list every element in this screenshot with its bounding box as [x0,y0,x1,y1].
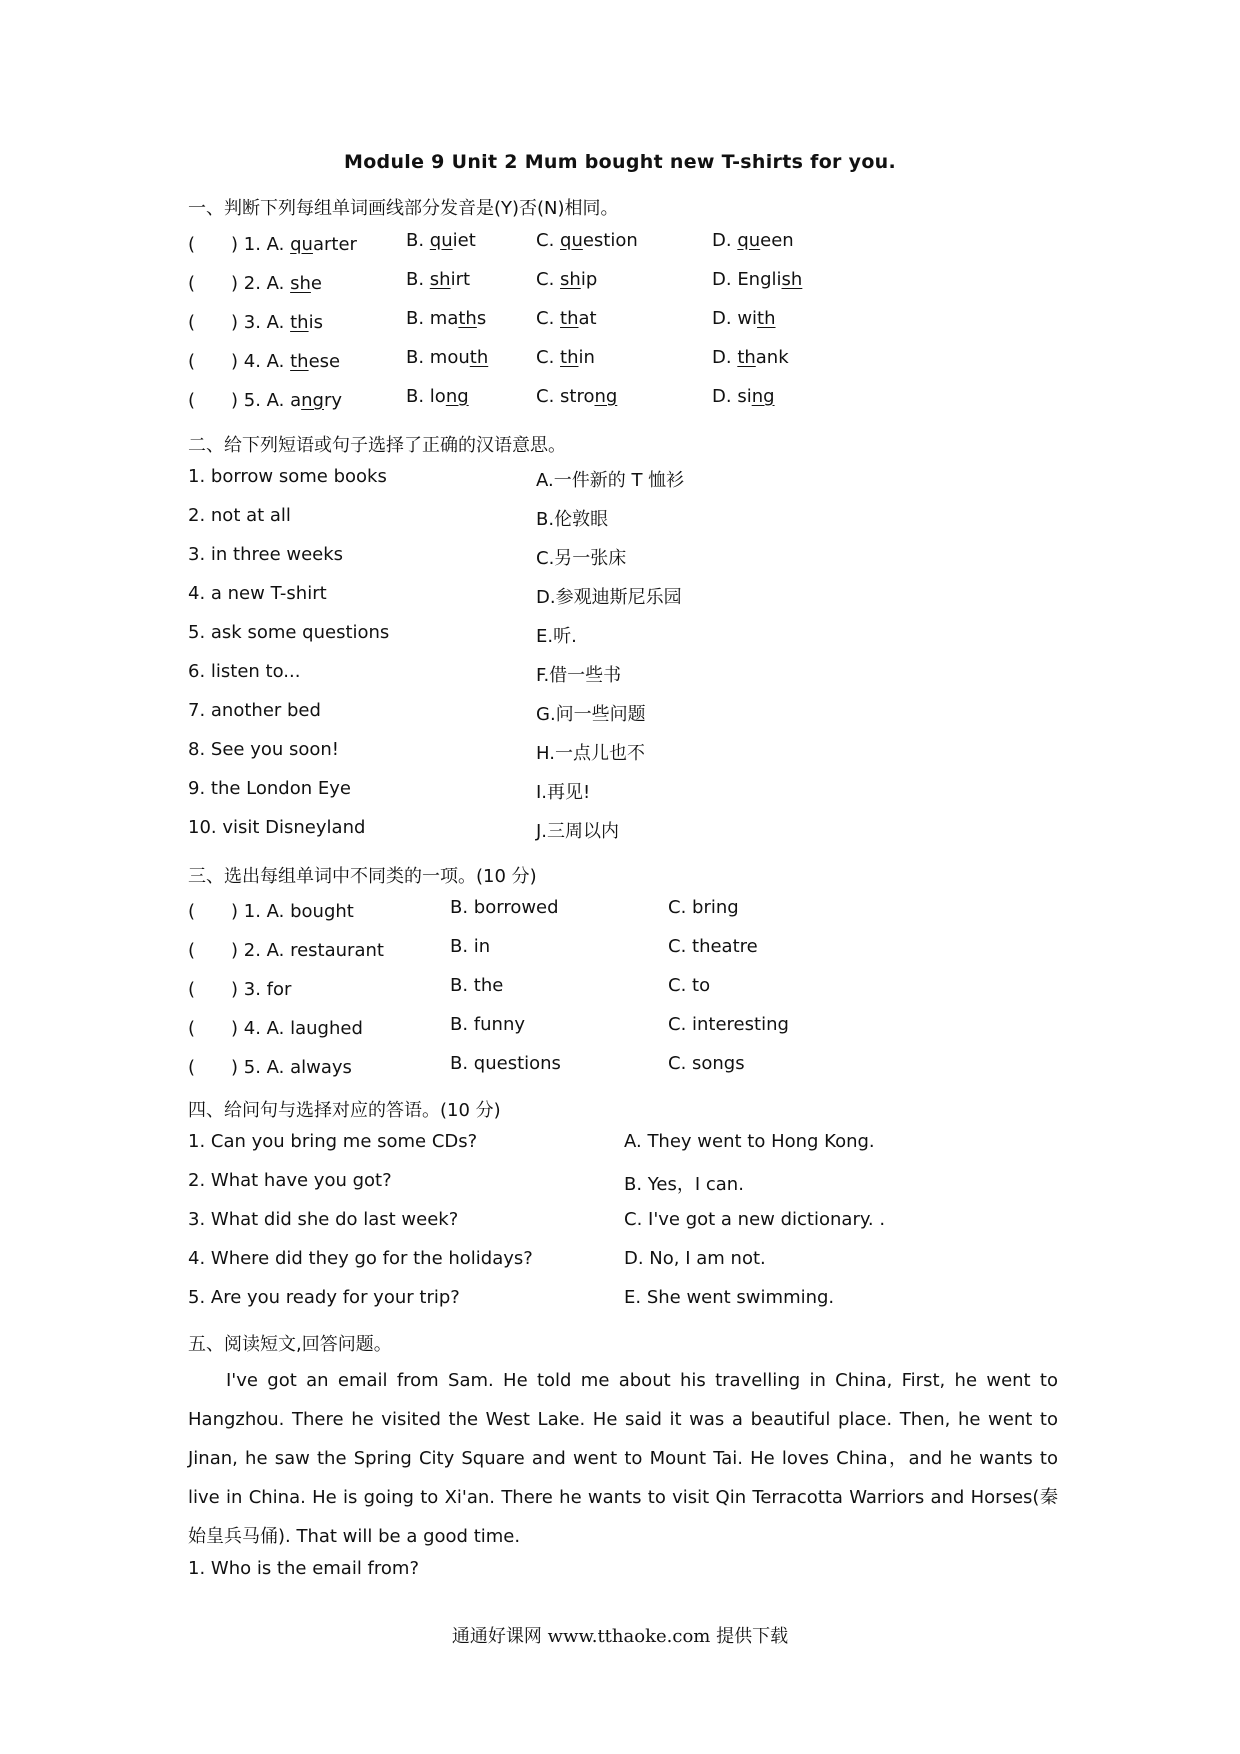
underlined-letters: sh [560,269,581,290]
option-c: C. to [668,975,711,996]
option-a [188,269,322,295]
chinese-meaning: I.再见! [536,782,591,803]
option-c [536,308,597,329]
option-d [712,386,775,407]
question-answer-row [188,1209,1088,1235]
question-answer-row [188,1170,1088,1196]
underlined-letters: th [737,347,756,368]
question: 1. Can you bring me some CDs? [188,1131,478,1152]
odd-one-out-row [188,897,1088,923]
option-d [712,269,802,290]
odd-one-out-row [188,1053,1088,1079]
word-part: a [290,390,302,411]
word-part: wi [737,308,758,329]
option-d [712,230,794,251]
english-phrase: 9. the London Eye [188,778,351,799]
section-2-heading: 二、给下列短语或句子选择了正确的汉语意思。 [188,435,566,456]
word-part: ma [429,308,459,329]
match-row [188,661,1088,687]
reading-passage: I've got an email from Sam. He told me about his travelling in China, First, he went to Hangzhou. There he visited the West Lake. He said it was a beautiful place. Then, he went to Jinan, he saw the Spring City Square and went to Mount Tai. He loves China，and he wants to live in China. He is going to Xi'an. There he wants to visit Qin Terracotta Warriors and Horses(秦始皇兵马俑). That will be a good time. [188,1370,1058,1547]
match-row [188,583,1088,609]
option-label: D. [712,230,738,251]
underlined-letters: th [469,347,489,368]
english-phrase: 4. a new T-shirt [188,583,327,604]
question: 3. What did she do last week? [188,1209,459,1230]
answer: A. They went to Hong Kong. [624,1131,875,1152]
word-part: stro [560,386,595,407]
option-a: ( ) 4. A. laughed [188,1018,363,1039]
answer: C. I've got a new dictionary. . [624,1209,886,1230]
question: 4. Where did they go for the holidays? [188,1248,533,1269]
underlined-letters: th [560,308,579,329]
odd-one-out-row [188,936,1088,962]
option-label: D. [712,269,738,290]
option-label: B. [406,269,430,290]
match-row [188,544,1088,570]
word-part: s [476,308,487,329]
word-part: een [760,230,794,251]
option-label: ( ) 4. A. [188,351,291,372]
option-label: ( ) 3. A. [188,312,291,333]
underlined-letters: sh [290,273,311,294]
footer-text: 通通好课网 www.tthaoke.com 提供下载 [451,1626,789,1647]
word-part: is [308,312,323,333]
word-part: si [737,386,752,407]
odd-one-out-row [188,1014,1088,1040]
english-phrase: 2. not at all [188,505,291,526]
section-1-heading: 一、判断下列每组单词画线部分发音是(Y)否(N)相同。 [188,198,619,219]
option-label: B. [406,308,430,329]
underlined-letters: th [560,347,579,368]
sound-row [188,347,1088,373]
option-label: C. [536,269,561,290]
word-part: in [578,347,595,368]
sound-row [188,386,1088,412]
sound-row [188,308,1088,334]
word-part: ese [308,351,341,372]
option-label: ( ) 5. A. [188,390,291,411]
underlined-letters: sh [429,269,451,290]
option-label: ( ) 2. A. [188,273,291,294]
option-label: D. [712,308,738,329]
underlined-letters: qu [290,234,313,255]
option-label: B. [406,230,430,251]
answer: E. She went swimming. [624,1287,835,1308]
english-phrase: 10. visit Disneyland [188,817,366,838]
option-label: D. [712,347,738,368]
match-row [188,700,1088,726]
word-part: lo [429,386,446,407]
chinese-meaning: C.另一张床 [536,548,627,569]
match-row [188,466,1088,492]
option-b: B. questions [450,1053,561,1074]
underlined-letters: qu [429,230,453,251]
section-4-heading: 四、给问句与选择对应的答语。(10 分) [188,1100,501,1121]
underlined-letters: sh [781,269,803,290]
underlined-letters: qu [560,230,583,251]
option-b [406,308,486,329]
option-c: C. theatre [668,936,758,957]
chinese-meaning: F.借一些书 [536,665,622,686]
word-part: mou [429,347,470,368]
option-label: C. [536,230,561,251]
option-b: B. funny [450,1014,526,1035]
sound-row [188,230,1088,256]
option-a: ( ) 5. A. always [188,1057,352,1078]
option-label: B. [406,347,430,368]
option-d [712,347,789,368]
match-row [188,778,1088,804]
page-title: Module 9 Unit 2 Mum bought new T-shirts for you. [343,151,897,173]
chinese-meaning: E.听. [536,626,577,647]
option-c: C. interesting [668,1014,789,1035]
underlined-letters: qu [737,230,761,251]
english-phrase: 5. ask some questions [188,622,390,643]
section-5-heading: 五、阅读短文,回答问题。 [188,1334,392,1355]
word-part: arter [312,234,357,255]
option-label: D. [712,386,738,407]
match-row [188,817,1088,843]
match-row [188,739,1088,765]
chinese-meaning: A.一件新的 T 恤衫 [536,470,685,491]
underlined-letters: th [458,308,477,329]
section-3-heading: 三、选出每组单词中不同类的一项。(10 分) [188,866,537,887]
option-label: C. [536,347,561,368]
word-part: ank [755,347,789,368]
option-label: C. [536,308,561,329]
option-c: C. songs [668,1053,745,1074]
option-c [536,269,597,290]
word-part: Engli [737,269,782,290]
match-row [188,622,1088,648]
word-part: ip [580,269,598,290]
underlined-letters: th [290,351,309,372]
english-phrase: 6. listen to... [188,661,301,682]
match-row [188,505,1088,531]
option-b: B. the [450,975,504,996]
option-label: C. [536,386,561,407]
option-b [406,386,469,407]
question-answer-row [188,1287,1088,1313]
chinese-meaning: D.参观迪斯尼乐园 [536,587,682,608]
option-label: ( ) 1. A. [188,234,291,255]
chinese-meaning: G.问一些问题 [536,704,646,725]
option-a [188,347,340,373]
option-a [188,386,342,412]
word-part: e [310,273,322,294]
option-d [712,308,776,329]
chinese-meaning: J.三周以内 [536,821,620,842]
underlined-letters: ng [301,390,324,411]
chinese-meaning: B.伦敦眼 [536,509,609,530]
underlined-letters: th [757,308,776,329]
option-a: ( ) 2. A. restaurant [188,940,384,961]
option-c [536,230,638,251]
english-phrase: 8. See you soon! [188,739,340,760]
option-a: ( ) 3. for [188,979,292,1000]
odd-one-out-row [188,975,1088,1001]
word-part: at [578,308,597,329]
word-part: estion [582,230,638,251]
option-b [406,269,470,290]
option-b [406,347,488,368]
english-phrase: 7. another bed [188,700,321,721]
word-part: irt [450,269,471,290]
answer: D. No, I am not. [624,1248,766,1269]
option-b: B. borrowed [450,897,559,918]
word-part: iet [452,230,476,251]
question: 2. What have you got? [188,1170,392,1191]
question: 5. Are you ready for your trip? [188,1287,460,1308]
option-a [188,230,357,256]
english-phrase: 1. borrow some books [188,466,387,487]
option-b [406,230,476,251]
option-a [188,308,323,334]
chinese-meaning: H.一点儿也不 [536,743,645,764]
option-b: B. in [450,936,491,957]
underlined-letters: th [290,312,309,333]
english-phrase: 3. in three weeks [188,544,344,565]
underlined-letters: ng [594,386,618,407]
option-c: C. bring [668,897,739,918]
sound-row [188,269,1088,295]
question-answer-row [188,1248,1088,1274]
option-c [536,386,617,407]
underlined-letters: ng [445,386,469,407]
word-part: ry [323,390,343,411]
answer: B. Yes，I can. [624,1174,744,1195]
underlined-letters: ng [751,386,775,407]
option-a: ( ) 1. A. bought [188,901,354,922]
option-c [536,347,595,368]
question-answer-row [188,1131,1088,1157]
option-label: B. [406,386,430,407]
reading-question-1: 1. Who is the email from? [188,1558,420,1579]
